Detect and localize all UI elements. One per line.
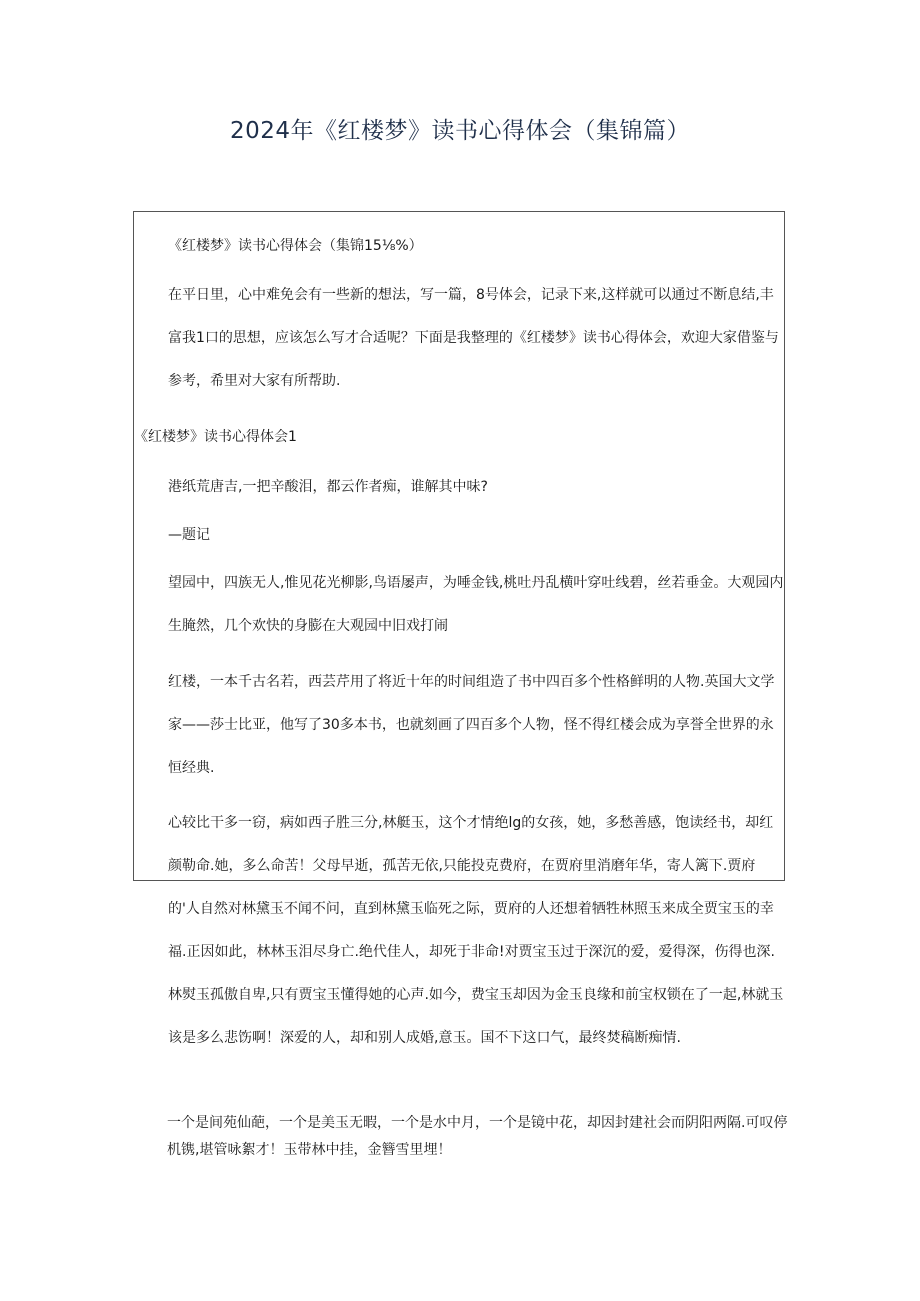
paragraph-lin-daiyu: 心较比干多一窃，病如西子胜三分,林艇玉，这个才情绝lg的女孩，她，多愁善感，饱读经书，却红颜勒命.她，多么命苦！父母早逝，孤苦无依,只能投克费府，在贾府里消磨年华，寄人篱下.贾府的'人自然对林黛玉不闻不问，直到林黛玉临死之际，贾府的人还想着牺牲林照玉来成全贾宝玉的幸福.正因如此，林林玉泪尽身亡.绝代佳人，却死于非命!对贾宝玉过于深沉的爱，爱得深，伤得也深.林熨玉孤傲自卑,只有贾宝玉懂得她的心声.如今，费宝玉却因为金玉良缘和前宝权锁在了一起,林就玉该是多么悲饬啊！深爱的人，却和别人成婚,意玉。国不下这口气，最终焚稿断痴情. bbox=[168, 815, 784, 1046]
paragraph-honglou: 红楼，一本千古名若，西芸芹用了将近十年的时间组造了书中四百多个性格鲜明的人物.英国大文学家——莎士比亚，他写了30多本书，也就刻画了四百多个人物，怪不得红楼会成为享誉全世界的永恒经典. bbox=[168, 674, 775, 776]
content-box bbox=[133, 211, 785, 1046]
epigraph-source: —题记 bbox=[168, 527, 210, 543]
box-heading: 《红楼梦》读书心得体会（集锦15⅛%） bbox=[168, 238, 423, 254]
page-title: 2024年《红楼梦》读书心得体会（集锦篇） bbox=[229, 118, 691, 144]
epigraph-poem: 港纸荒唐吉,一把辛酸泪，都云作者痴，谁解其中味? bbox=[168, 479, 488, 495]
section-title: 《红楼梦》读书心得体会1 bbox=[134, 429, 297, 445]
intro-paragraph: 在平日里，心中难免会有一些新的想法，写一篇，8号体会，记录下来,这样就可以通过不断息结,丰富我1口的思想，应该怎么写才合适呢？下面是我整理的《红楼梦》读书心得体会，欢迎大家借鉴与参考，希里对大家有所帮助. bbox=[168, 287, 779, 389]
paragraph-garden: 望园中，四族无人,惟见花光柳影,鸟语屡声，为唾金钱,桃吐丹乱横叶穿吐线碧，丝若垂金。大观园内生腌然，几个欢快的身膨在大观园中旧戏打闹 bbox=[168, 575, 784, 634]
closing-paragraph: 一个是间苑仙葩，一个是美玉无暇，一个是水中月，一个是镜中花，却因封建社会而阴阳两隔.可叹停机镌,堪管咏絮才！玉带林中挂，金簪雪里埋！ bbox=[167, 1115, 788, 1158]
